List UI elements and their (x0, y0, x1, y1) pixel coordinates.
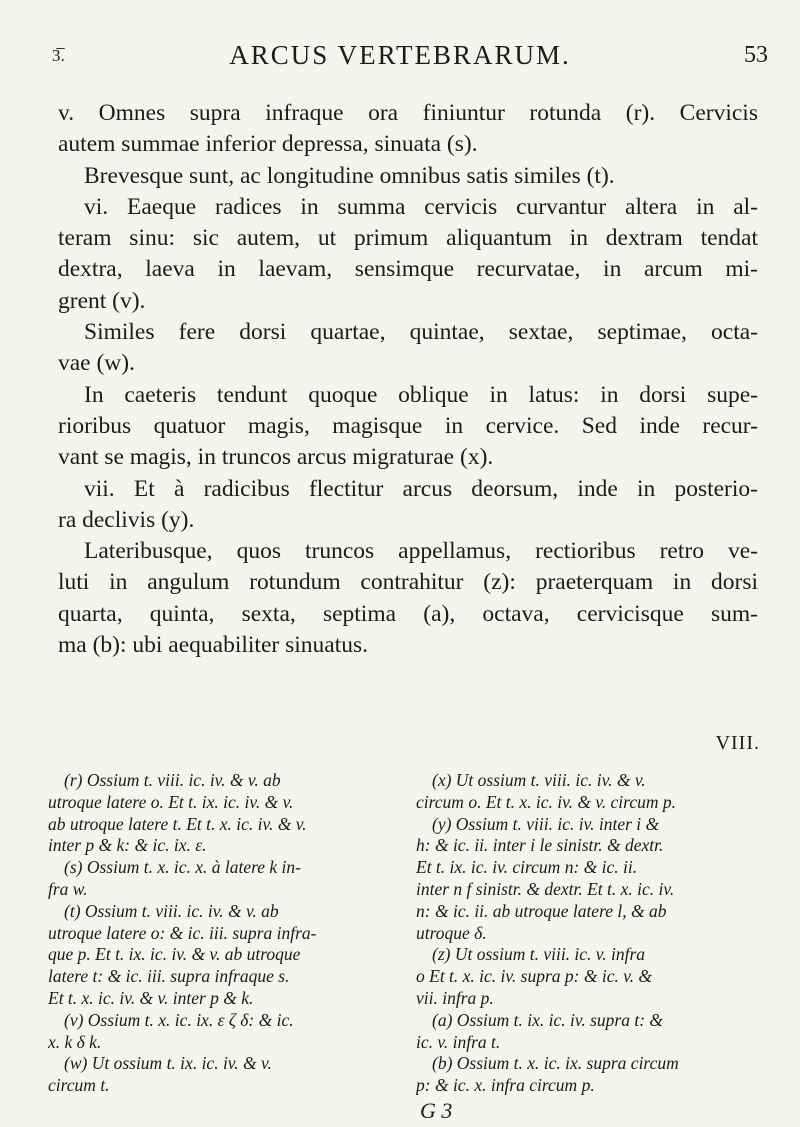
footnote-line: inter p & k: & ic. ix. ε. (48, 835, 207, 856)
footnote-line: (a) Ossium t. ix. ic. iv. supra t: & (432, 1009, 664, 1030)
text-line: vae (w). (58, 350, 135, 377)
gathering-signature: G 3 (420, 1097, 453, 1123)
footnote-line: (b) Ossium t. x. ic. ix. supra circum (432, 1053, 679, 1074)
text-line: grent (v). (58, 287, 146, 314)
footnote-line: Et t. x. ic. iv. & v. inter p & k. (48, 987, 254, 1008)
footnote-line: (s) Ossium t. x. ic. x. à latere k in- (64, 857, 302, 878)
text-line: Similes fere dorsi quartae, quintae, sextae, septimae, octa- (84, 319, 758, 346)
text-line: Brevesque sunt, ac longitudine omnibus satis similes (t). (84, 162, 615, 189)
footnote-line: p: & ic. x. infra circum p. (416, 1075, 595, 1096)
footnotes-right-column (416, 770, 758, 1123)
page-number: 53 (744, 42, 768, 68)
text-line: vii. Et à radicibus flectitur arcus deorsum, inde in posterio- (84, 475, 758, 502)
footnote-line: ic. v. infra t. (416, 1031, 501, 1052)
text-line: v. Omnes supra infraque ora finiuntur rotunda (r). Cervicis (58, 100, 758, 126)
footnote-line: ab utroque latere t. Et t. x. ic. iv. & v. (48, 813, 307, 834)
footnote-line: circum t. (48, 1075, 110, 1096)
signature-mark: 3̅. (52, 46, 65, 65)
footnote-line: inter n f sinistr. & dextr. Et t. x. ic. iv. (416, 878, 675, 899)
text-line: vi. Eaeque radices in summa cervicis curvantur altera in al- (84, 193, 758, 220)
footnote-line: (v) Ossium t. x. ic. ix. ε ζ δ: & ic. (64, 1009, 294, 1030)
footnote-line: (y) Ossium t. viii. ic. iv. inter i & (432, 813, 660, 834)
text-line: vant se magis, in truncos arcus migraturae (x). (58, 444, 494, 471)
footnote-line: (z) Ut ossium t. viii. ic. v. infra (432, 944, 646, 965)
text-line: quarta, quinta, sexta, septima (a), octava, cervicisque sum- (58, 600, 758, 627)
footnote-line: fra w. (48, 878, 88, 899)
text-line: In caeteris tendunt quoque oblique in latus: in dorsi supe- (84, 381, 758, 408)
footnote-line: latere t: & ic. iii. supra infraque s. (48, 966, 290, 987)
text-line: autem summae inferior depressa, sinuata (s). (58, 131, 478, 158)
footnote-line: h: & ic. ii. inter i le sinistr. & dextr. (416, 835, 664, 856)
text-line: ra declivis (y). (58, 506, 195, 533)
footnote-line: vii. infra p. (416, 987, 494, 1008)
footnote-line: utroque latere o. Et t. ix. ic. iv. & v. (48, 791, 294, 812)
text-line: Lateribusque, quos truncos appellamus, rectioribus retro ve- (84, 538, 758, 565)
footnote-line: que p. Et t. ix. ic. iv. & v. ab utroque (48, 944, 301, 965)
footnotes-left-column (48, 770, 390, 1097)
page-header (0, 40, 800, 72)
footnote-line: x. k δ k. (48, 1031, 102, 1052)
footnote-line: Et t. ix. ic. iv. circum n: & ic. ii. (416, 857, 638, 878)
text-line: ma (b): ubi aequabiliter sinuatus. (58, 632, 368, 659)
running-title: ARCUS VERTEBRARUM. (229, 40, 571, 70)
footnote-line: (w) Ut ossium t. ix. ic. iv. & v. (64, 1053, 272, 1074)
footnote-line: (r) Ossium t. viii. ic. iv. & v. ab (64, 770, 281, 790)
footnote-line: o Et t. x. ic. iv. supra p: & ic. v. & (416, 966, 653, 987)
footnote-line: utroque latere o: & ic. iii. supra infra- (48, 922, 317, 943)
footnote-line: utroque δ. (416, 922, 487, 943)
text-line: teram sinu: sic autem, ut primum aliquantum in dextram tendat (58, 225, 758, 252)
catchword: VIII. (715, 732, 760, 754)
footnote-line: (x) Ut ossium t. viii. ic. iv. & v. (432, 770, 646, 790)
footnote-line: n: & ic. ii. ab utroque latere l, & ab (416, 900, 667, 921)
text-line: dextra, laeva in laevam, sensimque recurvatae, in arcum mi- (58, 256, 758, 283)
text-line: rioribus quatuor magis, magisque in cervice. Sed inde recur- (58, 412, 758, 439)
main-text (58, 98, 758, 661)
text-line: luti in angulum rotundum contrahitur (z): praeterquam in dorsi (58, 569, 758, 596)
footnote-line: circum o. Et t. x. ic. iv. & v. circum p. (416, 791, 676, 812)
footnote-line: (t) Ossium t. viii. ic. iv. & v. ab (64, 900, 279, 921)
